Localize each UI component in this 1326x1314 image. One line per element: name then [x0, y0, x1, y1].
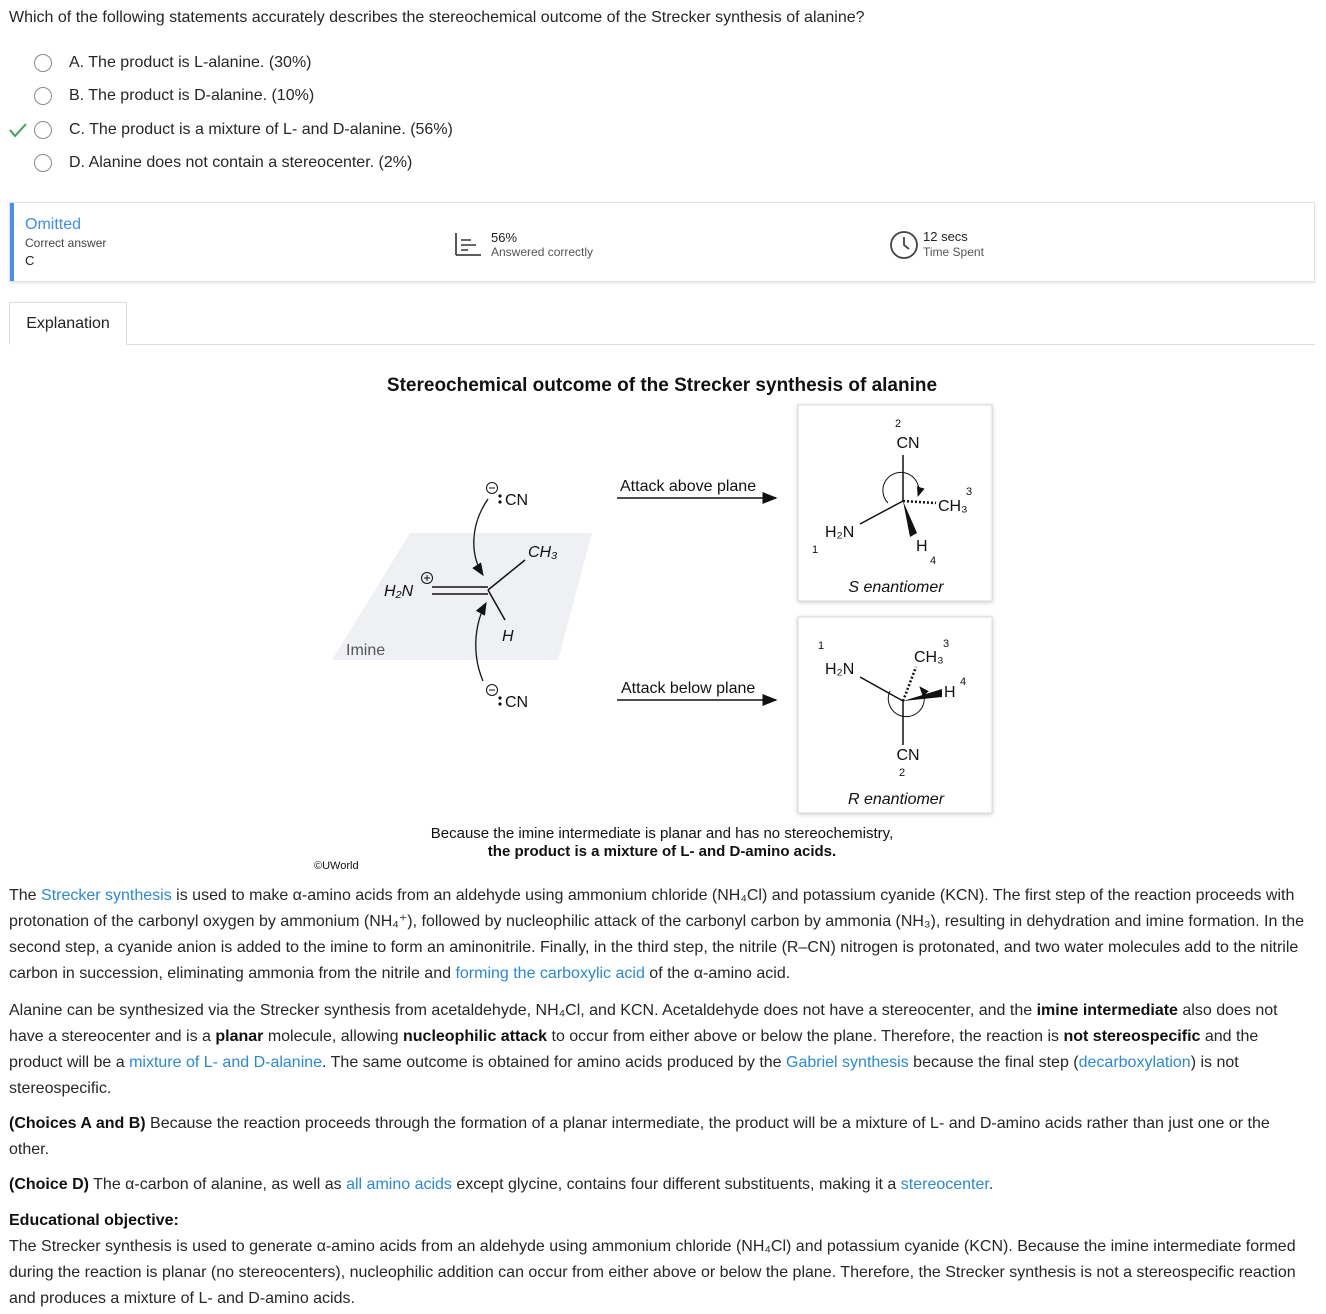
- choice-label: C. The product is a mixture of L- and D-alanine. (56%): [69, 121, 453, 138]
- bold-text: nucleophilic attack: [403, 1028, 548, 1045]
- s-h: H: [916, 538, 928, 555]
- text: ) is not stereospecific.: [9, 1054, 1239, 1097]
- text: is used to make α-amino acids from an aldehyde using ammonium chloride (NH₄Cl) and potassium cyanide (KCN). The first step of the reaction proceeds with protonation of the carbonyl oxygen by ammonium (NH₄⁺), followed by nucleophilic attack of the carbonyl carbon by ammonia (NH₃), resulting in dehydration and imine formation. In the second step, a cyanide anion is added to the imine to form an aminonitrile. Finally, in the third step, the nitrile (R–CN) nitrogen is protonated, and two water molecules add to the nitrile carbon in succession, eliminating ammonia from the nitrile and: [9, 887, 1305, 982]
- choice-a[interactable]: [0, 50, 600, 76]
- link-decarboxylation[interactable]: decarboxylation: [1078, 1054, 1191, 1071]
- link-gabriel-synthesis[interactable]: Gabriel synthesis: [786, 1054, 909, 1071]
- s-h2n: H₂N: [825, 524, 855, 541]
- imine-h2n: H₂N: [384, 583, 414, 600]
- time-spent: 12 secs: [923, 229, 968, 244]
- priority-number: 1: [818, 640, 825, 652]
- choice-b[interactable]: [0, 83, 600, 109]
- paragraph-3: [9, 1111, 1309, 1163]
- r-ch3: CH₃: [914, 649, 944, 666]
- s-enantiomer-label: S enantiomer: [848, 579, 944, 596]
- choice-d[interactable]: [0, 150, 600, 176]
- r-enantiomer-box: [798, 617, 992, 813]
- correct-answer-label: Correct answer: [25, 236, 107, 250]
- text: The: [9, 887, 42, 904]
- text: .: [988, 1176, 994, 1193]
- answer-stats-bar: [9, 202, 1315, 282]
- objective-title: Educational objective:: [9, 1212, 179, 1229]
- r-h: H: [944, 684, 956, 701]
- status-omitted: Omitted: [25, 216, 82, 233]
- link-carboxylic-acid[interactable]: forming the carboxylic acid: [455, 965, 645, 982]
- priority-number: 2: [894, 418, 902, 430]
- cyanide-top: CN: [505, 492, 529, 509]
- attack-above-label: Attack above plane: [620, 478, 757, 495]
- percent-correct: 56%: [491, 230, 518, 245]
- text: Because the reaction proceeds through the formation of a planar intermediate, the product will be a mixture of L- and D-amino acids rather than just one or the other.: [9, 1115, 1270, 1158]
- link-strecker-synthesis[interactable]: Strecker synthesis: [41, 887, 172, 904]
- choice-label: A. The product is L-alanine. (30%): [69, 54, 312, 71]
- link-stereocenter[interactable]: stereocenter: [900, 1176, 989, 1193]
- status-accent-bar: [10, 203, 14, 281]
- correct-answer-value: C: [25, 253, 35, 268]
- bar-chart-icon: [454, 231, 482, 257]
- educational-objective: [9, 1208, 1309, 1312]
- text: and the product will be a: [9, 1028, 1259, 1071]
- priority-number: 4: [930, 555, 937, 567]
- r-enantiomer-label: R enantiomer: [847, 791, 945, 808]
- imine-ch3: CH₃: [528, 544, 558, 561]
- choice-label: B. The product is D-alanine. (10%): [69, 87, 315, 104]
- cyanide-bottom: CN: [505, 694, 529, 711]
- figure-caption-2: the product is a mixture of L- and D-amino acids.: [487, 843, 837, 860]
- text: to occur from either above or below the plane. Therefore, the reaction is: [547, 1028, 1064, 1045]
- text: except glycine, contains four different substituents, making it a: [451, 1176, 901, 1193]
- r-cn: CN: [896, 747, 920, 764]
- priority-number: 3: [966, 486, 973, 498]
- priority-number: 3: [943, 638, 950, 650]
- bold-text: (Choices A and B): [9, 1115, 146, 1132]
- paragraph-1: [9, 883, 1309, 987]
- strecker-figure: [300, 365, 1020, 875]
- text: also does not have a stereocenter and is a: [9, 1002, 1278, 1045]
- copyright: ©UWorld: [314, 860, 359, 872]
- link-mixture[interactable]: mixture of L- and D-alanine: [129, 1054, 323, 1071]
- tab-explanation[interactable]: Explanation: [9, 302, 127, 345]
- priority-number: 1: [812, 544, 819, 556]
- priority-number: 2: [898, 767, 906, 779]
- objective-text: The Strecker synthesis is used to generate α-amino acids from an aldehyde using ammonium chloride (NH₄Cl) and potassium cyanide (KCN). Because the imine intermediate formed during the reaction is planar (no stereocenters), nucleophilic addition can occur from either above or below the plane. Therefore, the Strecker synthesis is not a stereospecific reaction and produces a mixture of L- and D-amino acids.: [9, 1238, 1296, 1307]
- paragraph-4: [9, 1172, 1309, 1198]
- s-ch3: CH₃: [938, 498, 968, 515]
- attack-below-label: Attack below plane: [621, 680, 756, 697]
- choice-label: D. Alanine does not contain a stereocenter. (2%): [69, 154, 413, 171]
- s-cn: CN: [896, 435, 920, 452]
- figure-title: Stereochemical outcome of the Strecker synthesis of alanine: [386, 375, 938, 396]
- text: The α-carbon of alanine, as well as: [89, 1176, 347, 1193]
- paragraph-2: [9, 998, 1309, 1102]
- radio-button[interactable]: [34, 54, 52, 72]
- bold-text: (Choice D): [9, 1176, 89, 1193]
- checkmark-icon: [8, 120, 28, 140]
- clock-icon: [889, 230, 919, 260]
- tab-divider: [9, 344, 1315, 345]
- radio-button[interactable]: [34, 87, 52, 105]
- text: because the final step (: [908, 1054, 1079, 1071]
- bold-text: planar: [215, 1028, 264, 1045]
- text: of the α-amino acid.: [644, 965, 791, 982]
- percent-correct-label: Answered correctly: [491, 245, 594, 259]
- question-text: Which of the following statements accurately describes the stereochemical outcome of the Strecker synthesis of alanine?: [9, 9, 865, 26]
- radio-button[interactable]: [34, 121, 52, 139]
- figure-caption-1: Because the imine intermediate is planar and has no stereochemistry,: [430, 825, 894, 842]
- imine-h: H: [502, 628, 514, 645]
- priority-number: 4: [960, 676, 967, 688]
- choice-c[interactable]: [0, 117, 600, 143]
- radio-button[interactable]: [34, 154, 52, 172]
- text: . The same outcome is obtained for amino acids produced by the: [322, 1054, 787, 1071]
- text: molecule, allowing: [263, 1028, 403, 1045]
- imine-label: Imine: [346, 642, 386, 659]
- bold-text: imine intermediate: [1036, 1002, 1178, 1019]
- r-h2n: H₂N: [825, 661, 855, 678]
- link-all-amino-acids[interactable]: all amino acids: [346, 1176, 452, 1193]
- text: Alanine can be synthesized via the Strecker synthesis from acetaldehyde, NH₄Cl, and KCN. Acetaldehyde does not have a stereocenter, and the: [9, 1002, 1037, 1019]
- bold-text: not stereospecific: [1063, 1028, 1201, 1045]
- time-spent-label: Time Spent: [923, 245, 984, 259]
